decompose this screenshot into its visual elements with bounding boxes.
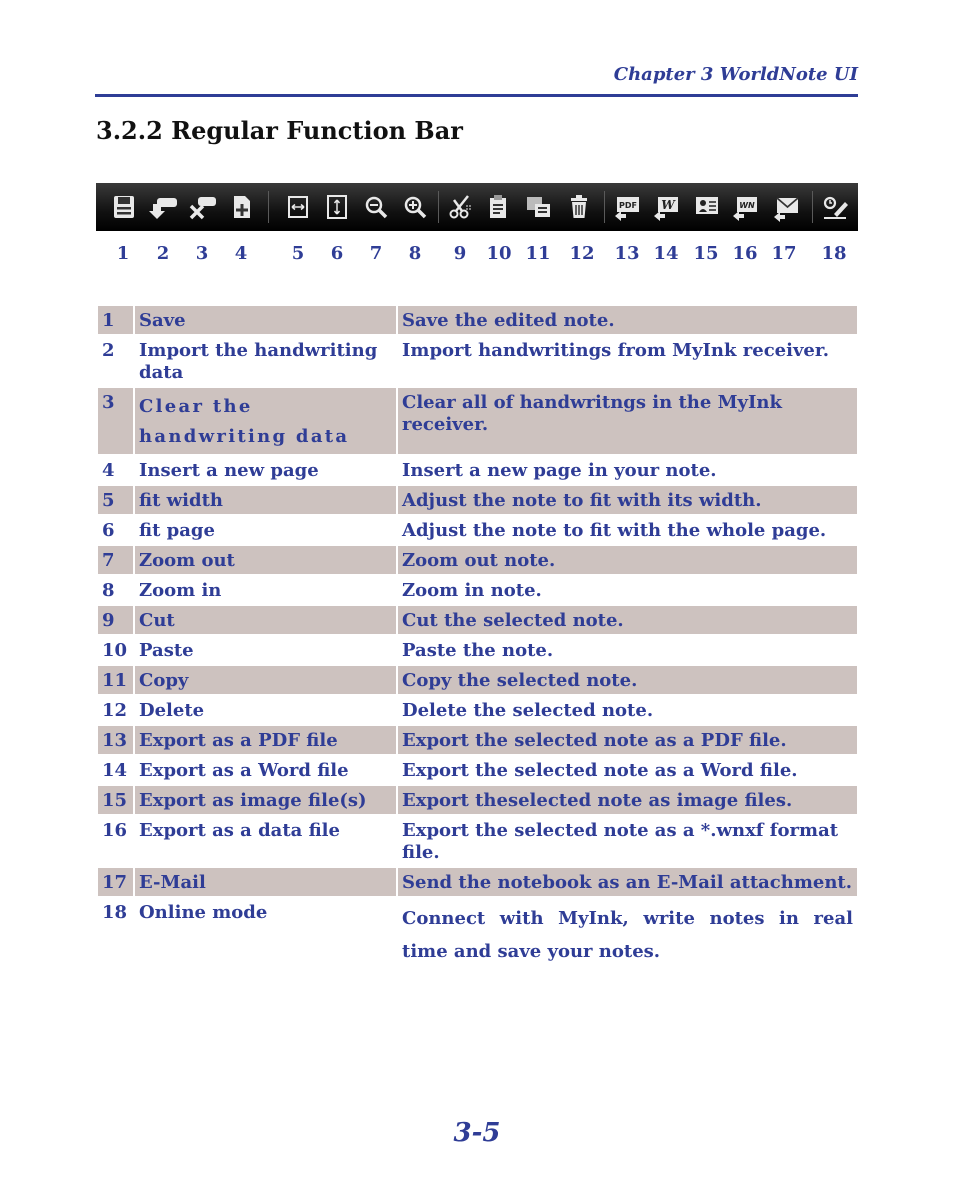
function-name: Save (134, 305, 397, 335)
copy-icon[interactable] (524, 192, 554, 222)
row-number: 15 (97, 785, 134, 815)
fit-page-icon[interactable] (322, 192, 352, 222)
svg-text:PDF: PDF (619, 201, 637, 210)
toolbar-number: 11 (525, 243, 551, 264)
function-name: Export as a data file (134, 815, 397, 867)
toolbar-number: 16 (732, 243, 758, 264)
table-row (97, 815, 858, 867)
import-handwriting-icon[interactable] (149, 192, 179, 222)
toolbar-number: 13 (614, 243, 640, 264)
row-number: 17 (97, 867, 134, 897)
function-name: Export as a Word file (134, 755, 397, 785)
export-data-icon[interactable] (731, 192, 761, 222)
row-number: 5 (97, 485, 134, 515)
function-description: Cut the selected note. (397, 605, 858, 635)
table-row (97, 665, 858, 695)
toolbar-separator (268, 191, 269, 223)
function-description: Connect with MyInk, write notes in real time and save your notes. (397, 897, 858, 971)
table-row (97, 485, 858, 515)
table-row (97, 545, 858, 575)
insert-page-icon[interactable] (227, 192, 257, 222)
toolbar-number: 8 (408, 243, 422, 264)
row-number: 1 (97, 305, 134, 335)
table-row (97, 635, 858, 665)
function-description: Zoom in note. (397, 575, 858, 605)
save-icon[interactable] (109, 192, 139, 222)
function-description: Insert a new page in your note. (397, 455, 858, 485)
row-number: 12 (97, 695, 134, 725)
fit-width-icon[interactable] (283, 192, 313, 222)
toolbar-number: 3 (195, 243, 209, 264)
page-number: 3-5 (453, 1118, 501, 1148)
table-row (97, 785, 858, 815)
online-mode-icon[interactable] (820, 192, 850, 222)
export-pdf-icon[interactable] (613, 192, 643, 222)
function-description: Delete the selected note. (397, 695, 858, 725)
toolbar-number: 15 (693, 243, 719, 264)
table-row (97, 575, 858, 605)
function-name: Zoom out (134, 545, 397, 575)
table-row (97, 867, 858, 897)
function-description: Zoom out note. (397, 545, 858, 575)
function-name: Clear the handwriting data (134, 387, 397, 455)
svg-text:W: W (661, 198, 675, 212)
table-row (97, 305, 858, 335)
function-name: Paste (134, 635, 397, 665)
paste-icon[interactable] (484, 192, 514, 222)
table-row (97, 455, 858, 485)
toolbar-separator (812, 191, 813, 223)
function-description: Export theselected note as image files. (397, 785, 858, 815)
function-toolbar (96, 183, 858, 231)
function-name: Cut (134, 605, 397, 635)
toolbar-number: 9 (453, 243, 467, 264)
function-description: Save the edited note. (397, 305, 858, 335)
row-number: 7 (97, 545, 134, 575)
cut-icon[interactable] (446, 192, 476, 222)
toolbar-number: 18 (821, 243, 847, 264)
row-number: 11 (97, 665, 134, 695)
function-name: Delete (134, 695, 397, 725)
function-description: Clear all of handwritngs in the MyInk receiver. (397, 387, 858, 455)
row-number: 6 (97, 515, 134, 545)
row-number: 14 (97, 755, 134, 785)
row-number: 2 (97, 335, 134, 387)
toolbar-separator (438, 191, 439, 223)
function-table (96, 304, 859, 972)
function-description: Copy the selected note. (397, 665, 858, 695)
table-row (97, 335, 858, 387)
row-number: 13 (97, 725, 134, 755)
email-icon[interactable] (772, 192, 802, 222)
function-name: Zoom in (134, 575, 397, 605)
table-row (97, 755, 858, 785)
row-number: 18 (97, 897, 134, 971)
function-name: Export as image file(s) (134, 785, 397, 815)
function-name: Export as a PDF file (134, 725, 397, 755)
function-name: Online mode (134, 897, 397, 971)
function-description: Adjust the note to fit with its width. (397, 485, 858, 515)
toolbar-number: 12 (569, 243, 595, 264)
row-number: 3 (97, 387, 134, 455)
table-row (97, 897, 858, 971)
function-description: Export the selected note as a *.wnxf format file. (397, 815, 858, 867)
table-row (97, 605, 858, 635)
toolbar-number: 5 (291, 243, 305, 264)
function-description: Export the selected note as a PDF file. (397, 725, 858, 755)
function-name: Insert a new page (134, 455, 397, 485)
clear-handwriting-icon[interactable] (188, 192, 218, 222)
function-description: Paste the note. (397, 635, 858, 665)
table-row (97, 695, 858, 725)
function-name: fit width (134, 485, 397, 515)
function-description: Export the selected note as a Word file. (397, 755, 858, 785)
table-row (97, 725, 858, 755)
table-row (97, 515, 858, 545)
toolbar-number: 4 (234, 243, 248, 264)
toolbar-number: 2 (156, 243, 170, 264)
toolbar-number: 6 (330, 243, 344, 264)
function-name: Copy (134, 665, 397, 695)
toolbar-number: 10 (486, 243, 512, 264)
section-title: 3.2.2 Regular Function Bar (96, 116, 463, 145)
export-image-icon[interactable] (692, 192, 722, 222)
table-row (97, 387, 858, 455)
row-number: 8 (97, 575, 134, 605)
row-number: 10 (97, 635, 134, 665)
svg-text:WN: WN (739, 201, 755, 210)
toolbar-number: 17 (771, 243, 797, 264)
row-number: 9 (97, 605, 134, 635)
toolbar-separator (604, 191, 605, 223)
function-name: fit page (134, 515, 397, 545)
function-description: Adjust the note to fit with the whole page. (397, 515, 858, 545)
function-description: Import handwritings from MyInk receiver. (397, 335, 858, 387)
export-word-icon[interactable] (652, 192, 682, 222)
function-name: E-Mail (134, 867, 397, 897)
toolbar-number: 7 (369, 243, 383, 264)
row-number: 4 (97, 455, 134, 485)
header-rule (95, 94, 858, 97)
row-number: 16 (97, 815, 134, 867)
zoom-in-icon[interactable] (400, 192, 430, 222)
zoom-out-icon[interactable] (361, 192, 391, 222)
delete-icon[interactable] (564, 192, 594, 222)
chapter-header: Chapter 3 WorldNote UI (613, 64, 858, 85)
toolbar-number: 1 (116, 243, 130, 264)
toolbar-number: 14 (653, 243, 679, 264)
function-description: Send the notebook as an E-Mail attachment. (397, 867, 858, 897)
function-name: Import the handwriting data (134, 335, 397, 387)
